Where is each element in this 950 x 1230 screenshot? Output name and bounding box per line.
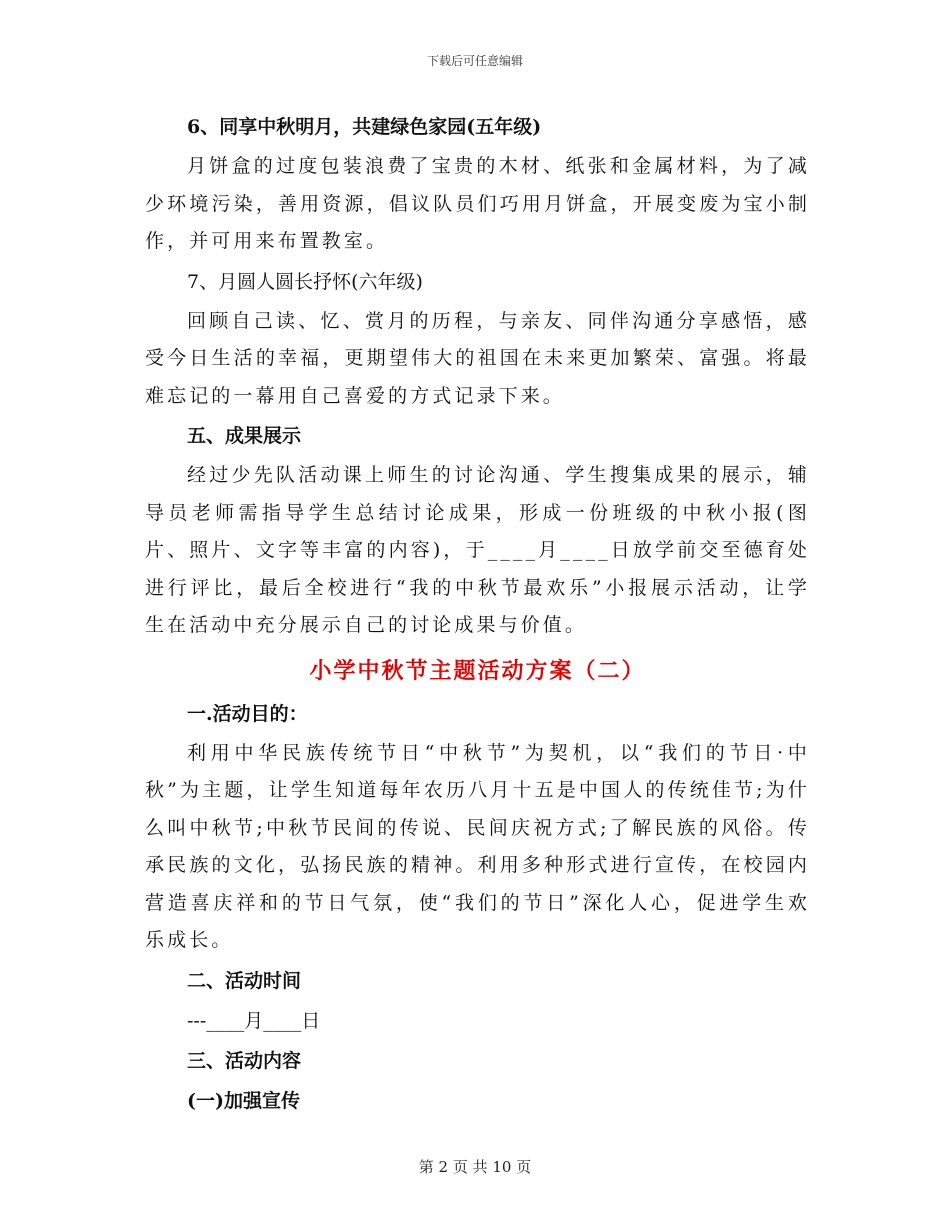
section-heading-purpose: 一.活动目的： (187, 702, 308, 725)
page-header: 下载后可任意编辑 (426, 54, 523, 68)
subsection-heading-publicity: (一)加强宣传 (187, 1089, 300, 1112)
document-body (145, 108, 810, 1122)
section-heading-7: 7、月圆人圆长抒怀(六年级) (187, 270, 423, 293)
activity-date-line: ---____月____日 (187, 1009, 321, 1032)
section-heading-6: 6、同享中秋明月，共建绿色家园(五年级) (187, 116, 542, 138)
document-title: 小学中秋节主题活动方案（二） (309, 657, 646, 684)
section-heading-results: 五、成果展示 (187, 425, 302, 447)
section-heading-time: 二、活动时间 (187, 969, 302, 992)
paragraph-results: 经过少先队活动课上师生的讨论沟通、学生搜集成果的展示，辅导员老师需指导学生总结讨论成果，形成一份班级的中秋小报(图片、照片、文字等丰富的内容)，于____月____日放学前交至德育处进行评比，最后全校进行“我的中秋节最欢乐”小报展示活动，让学生在活动中充分展示自己的讨论成果与价值。 (145, 464, 810, 636)
page-footer: 第 2 页 共 10 页 (418, 1158, 532, 1176)
section-heading-content: 三、活动内容 (187, 1049, 302, 1072)
paragraph-6: 月饼盒的过度包装浪费了宝贵的木材、纸张和金属材料，为了减少环境污染，善用资源，倡议队员们巧用月饼盒，开展变废为宝小制作，并可用来布置教室。 (145, 155, 810, 252)
paragraph-purpose: 利用中华民族传统节日“中秋节”为契机，以“我们的节日·中秋”为主题，让学生知道每年农历八月十五是中国人的传统佳节;为什么叫中秋节;中秋节民间的传说、民间庆祝方式;了解民族的风俗。传承民族的文化，弘扬民族的精神。利用多种形式进行宣传，在校园内营造喜庆祥和的节日气氛，使“我们的节日”深化人心，促进学生欢乐成长。 (145, 741, 810, 951)
paragraph-7: 回顾自己读、忆、赏月的历程，与亲友、同伴沟通分享感悟，感受今日生活的幸福，更期望伟大的祖国在未来更加繁荣、富强。将最难忘记的一幕用自己喜爱的方式记录下来。 (145, 309, 810, 407)
